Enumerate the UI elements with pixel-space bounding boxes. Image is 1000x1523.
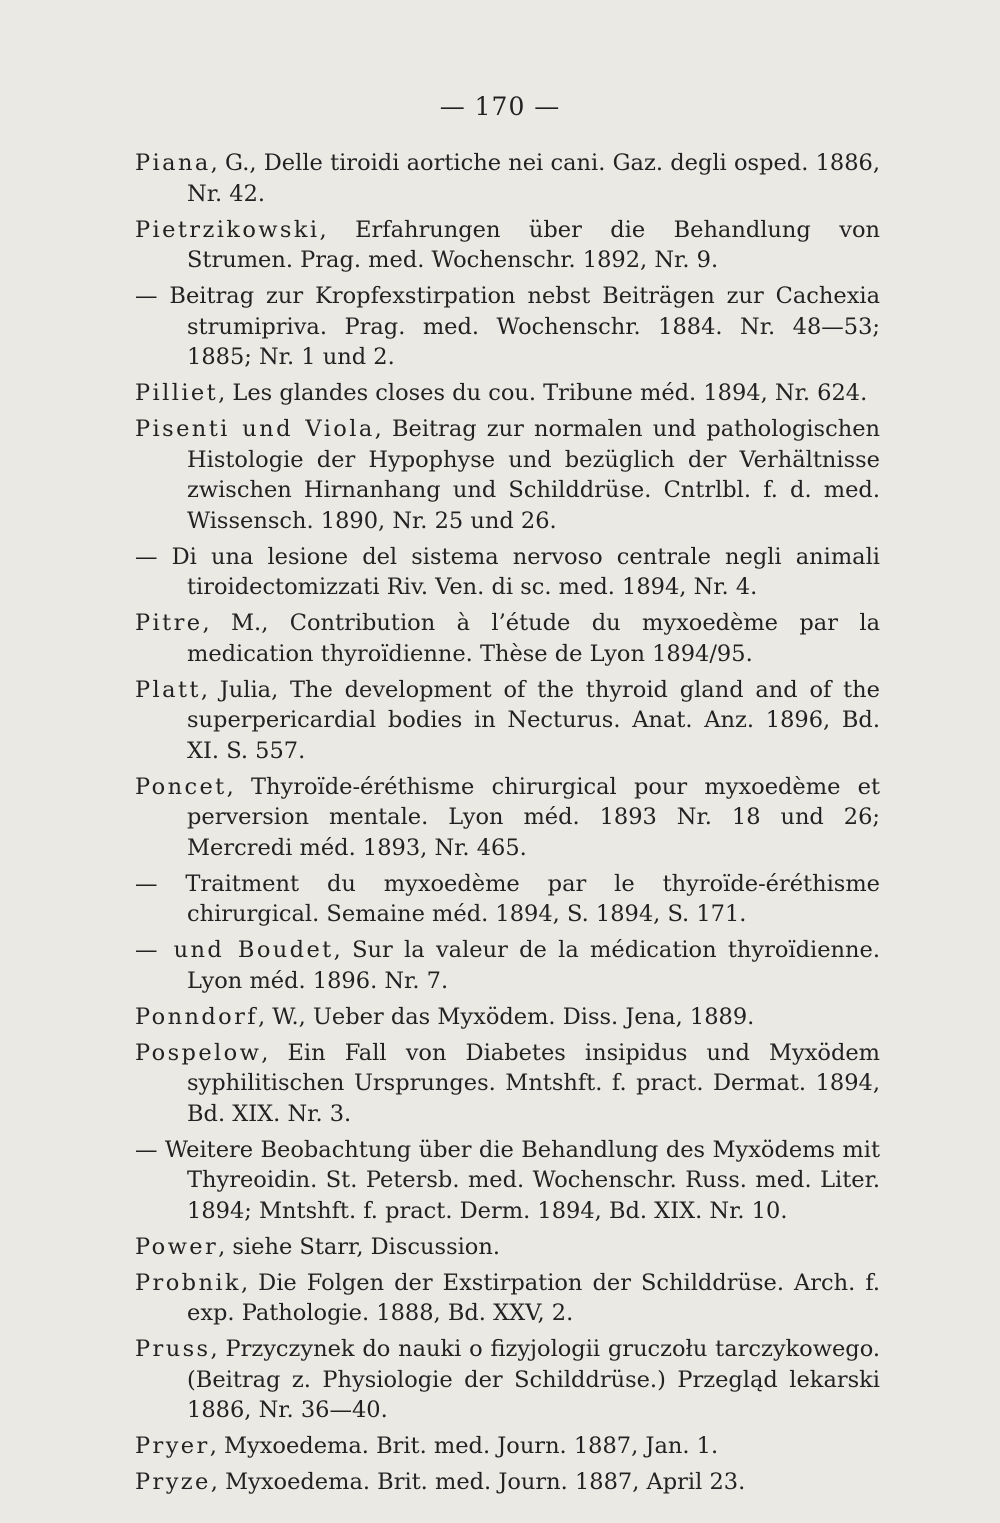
entry-text: , Beitrag zur normalen und pathologischen Histologie der Hypophyse und bezüglich der Verhältnisse zwischen Hirnanhang und Schilddrüse. Cntrlbl. f. d. med. Wissensch. 1890, Nr. 25 und 26. [187, 416, 880, 534]
entry-author: Pisenti und Viola [135, 416, 375, 442]
entry-text: Weitere Beobachtung über die Behandlung des Myxödems mit Thyreoidin. St. Petersb. med. Wochenschr. Russ. med. Liter. 1894; Mntshft. f. pract. Derm. 1894, Bd. XIX. Nr. 10. [157, 1136, 880, 1224]
entry-author: Pryer [135, 1433, 210, 1459]
entry-author: Probnik [135, 1269, 241, 1296]
entry-text: , Myxoedema. Brit. med. Journ. 1887, Jan. 1. [209, 1433, 719, 1459]
bibliography-entry [135, 378, 880, 409]
entry-author: Pilliet [135, 380, 219, 406]
entry-author: — [135, 1136, 158, 1163]
bibliography-entry [135, 608, 880, 669]
bibliography-entry [135, 1334, 880, 1426]
entry-text: , siehe Starr, Discussion. [218, 1233, 500, 1260]
entry-text: , Ein Fall von Diabetes insipidus und Myxödem syphilitischen Ursprunges. Mntshft. f. pract. Dermat. 1894, Bd. XIX. Nr. 3. [187, 1039, 880, 1127]
entry-author: Piana [135, 150, 211, 176]
entry-text: , Myxoedema. Brit. med. Journ. 1887, April 23. [210, 1469, 746, 1495]
entry-author: Poncet [135, 773, 227, 800]
entry-text: , Les glandes closes du cou. Tribune méd. 1894, Nr. 624. [218, 380, 868, 406]
page-number: — 170 — [439, 92, 561, 121]
entry-author: Pryze [135, 1469, 211, 1495]
entry-author: Pietrzikowski [135, 216, 320, 243]
entry-text: , Przyczynek do nauki o fizyjologii gruczołu tarczykowego. (Beitrag z. Physiologie der Schilddrüse.) Przegląd lekarski 1886, Nr. 36—40. [187, 1336, 880, 1423]
bibliography-entry [135, 1002, 880, 1033]
entry-text: , Julia, The development of the thyroid gland and of the superpericardial bodies in Necturus. Anat. Anz. 1896, Bd. XI. S. 557. [187, 676, 880, 764]
bibliography-entry [135, 772, 880, 864]
entry-author: Pitre [135, 610, 203, 636]
entry-author: Platt [135, 676, 201, 703]
bibliography-entry [135, 281, 880, 373]
entry-author: — und Boudet [135, 937, 334, 963]
bibliography-entry [135, 1268, 880, 1329]
entry-author: — [135, 543, 158, 570]
bibliography-entry [135, 935, 880, 996]
bibliography-list [135, 148, 880, 1503]
entry-text: , Die Folgen der Exstirpation der Schilddrüse. Arch. f. exp. Pathologie. 1888, Bd. XXV, 2. [187, 1269, 880, 1326]
bibliography-entry [135, 675, 880, 767]
entry-text: , W., Ueber das Myxödem. Diss. Jena, 1889. [258, 1003, 755, 1030]
entry-author: Ponndorf [135, 1003, 258, 1030]
entry-text: Di una lesione del sistema nervoso centrale negli animali tiroidectomizzati Riv. Ven. di sc. med. 1894, Nr. 4. [157, 543, 880, 600]
entry-author: Pospelow [135, 1039, 262, 1066]
bibliography-entry [135, 1467, 880, 1498]
bibliography-entry [135, 414, 880, 536]
entry-author: Power [135, 1233, 219, 1260]
entry-author: — [135, 283, 158, 309]
entry-author: — [135, 870, 158, 897]
bibliography-entry [135, 148, 880, 209]
entry-text: , Thyroïde-éréthisme chirurgical pour myxoedème et perversion mentale. Lyon méd. 1893 Nr. 18 und 26; Mercredi méd. 1893, Nr. 465. [187, 773, 880, 861]
bibliography-entry [135, 1232, 880, 1263]
bibliography-entry [135, 869, 880, 930]
entry-text: , G., Delle tiroidi aortiche nei cani. Gaz. degli osped. 1886, Nr. 42. [187, 150, 880, 207]
bibliography-entry [135, 1135, 880, 1227]
entry-text: , M., Contribution à l’étude du myxoedème par la medication thyroïdienne. Thèse de Lyon 1894/95. [187, 610, 880, 667]
bibliography-entry [135, 1431, 880, 1462]
entry-text: , Sur la valeur de la médication thyroïdienne. Lyon méd. 1896. Nr. 7. [187, 937, 880, 994]
entry-text: Beitrag zur Kropfexstirpation nebst Beiträgen zur Cachexia strumipriva. Prag. med. Wochenschr. 1884. Nr. 48—53; 1885; Nr. 1 und 2. [157, 283, 880, 370]
entry-text: Traitment du myxoedème par le thyroïde-éréthisme chirurgical. Semaine méd. 1894, S. 1894, S. 171. [157, 870, 880, 927]
bibliography-entry [135, 542, 880, 603]
bibliography-entry [135, 1038, 880, 1130]
bibliography-entry [135, 215, 880, 276]
entry-author: Pruss [135, 1336, 211, 1362]
entry-text: , Erfahrungen über die Behandlung von Strumen. Prag. med. Wochenschr. 1892, Nr. 9. [187, 216, 880, 273]
